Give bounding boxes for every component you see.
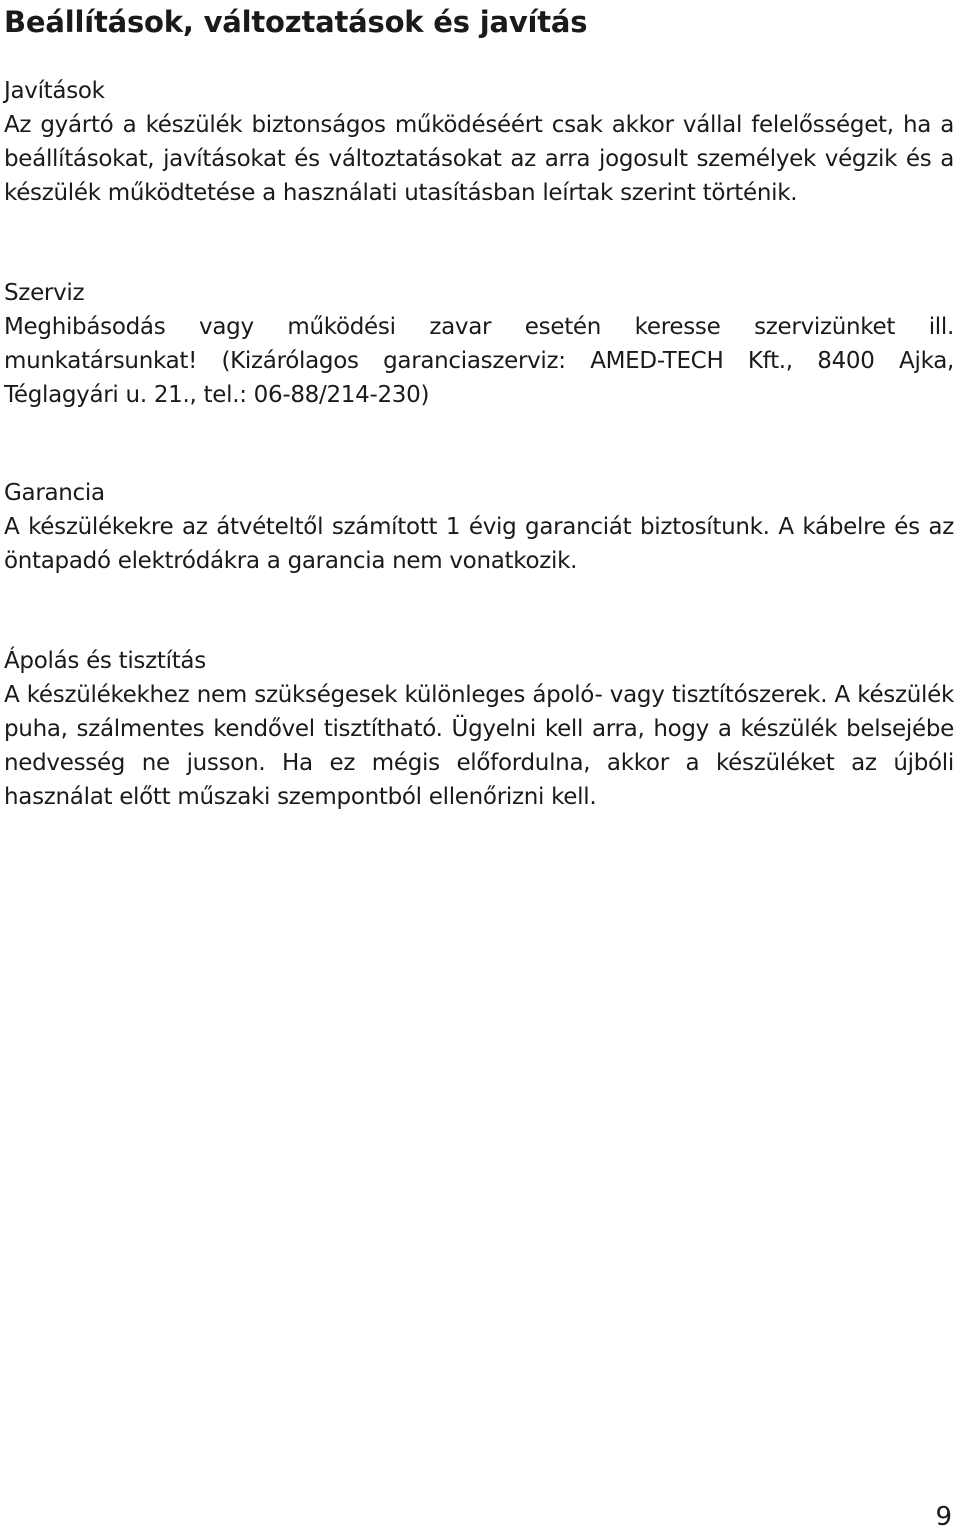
section-apolas: [4, 644, 954, 814]
section-garancia: [4, 476, 954, 578]
section-heading-garancia: Garancia: [4, 480, 105, 506]
section-heading-apolas: Ápolás és tisztítás: [4, 648, 206, 674]
page-number: 9: [935, 1502, 952, 1532]
section-heading-szerviz: Szerviz: [4, 280, 85, 306]
section-body-apolas: A készülékekhez nem szükségesek különleges ápoló- vagy tisztítószerek. A készülék puha, szálmentes kendővel tisztítható. Ügyelni kell arra, hogy a készülék belsejébe nedvesség ne jusson. Ha ez mégis előfordulna, akkor a készüléket az újbóli használat előtt műszaki szempontból ellenőrizni kell.: [4, 682, 954, 810]
section-heading-javitasok: Javítások: [4, 78, 105, 104]
section-body-javitasok: Az gyártó a készülék biztonságos működéséért csak akkor vállal felelősséget, ha a beállításokat, javításokat és változtatásokat az arra jogosult személyek végzik és a készülék működtetése a használati utasításban leírtak szerint történik.: [4, 112, 954, 206]
section-body-garancia: A készülékekre az átvételtől számított 1 évig garanciát biztosítunk. A kábelre és az öntapadó elektródákra a garancia nem vonatkozik.: [4, 514, 954, 574]
section-body-szerviz: Meghibásodás vagy működési zavar esetén keresse szervizünket ill. munkatársunkat! (Kizárólagos garanciaszerviz: AMED-TECH Kft., 8400 Ajka, Téglagyári u. 21., tel.: 06-88/214-230): [4, 314, 954, 408]
section-javitasok: [4, 74, 954, 210]
page-title: Beállítások, változtatások és javítás: [4, 5, 588, 39]
section-szerviz: [4, 276, 954, 412]
